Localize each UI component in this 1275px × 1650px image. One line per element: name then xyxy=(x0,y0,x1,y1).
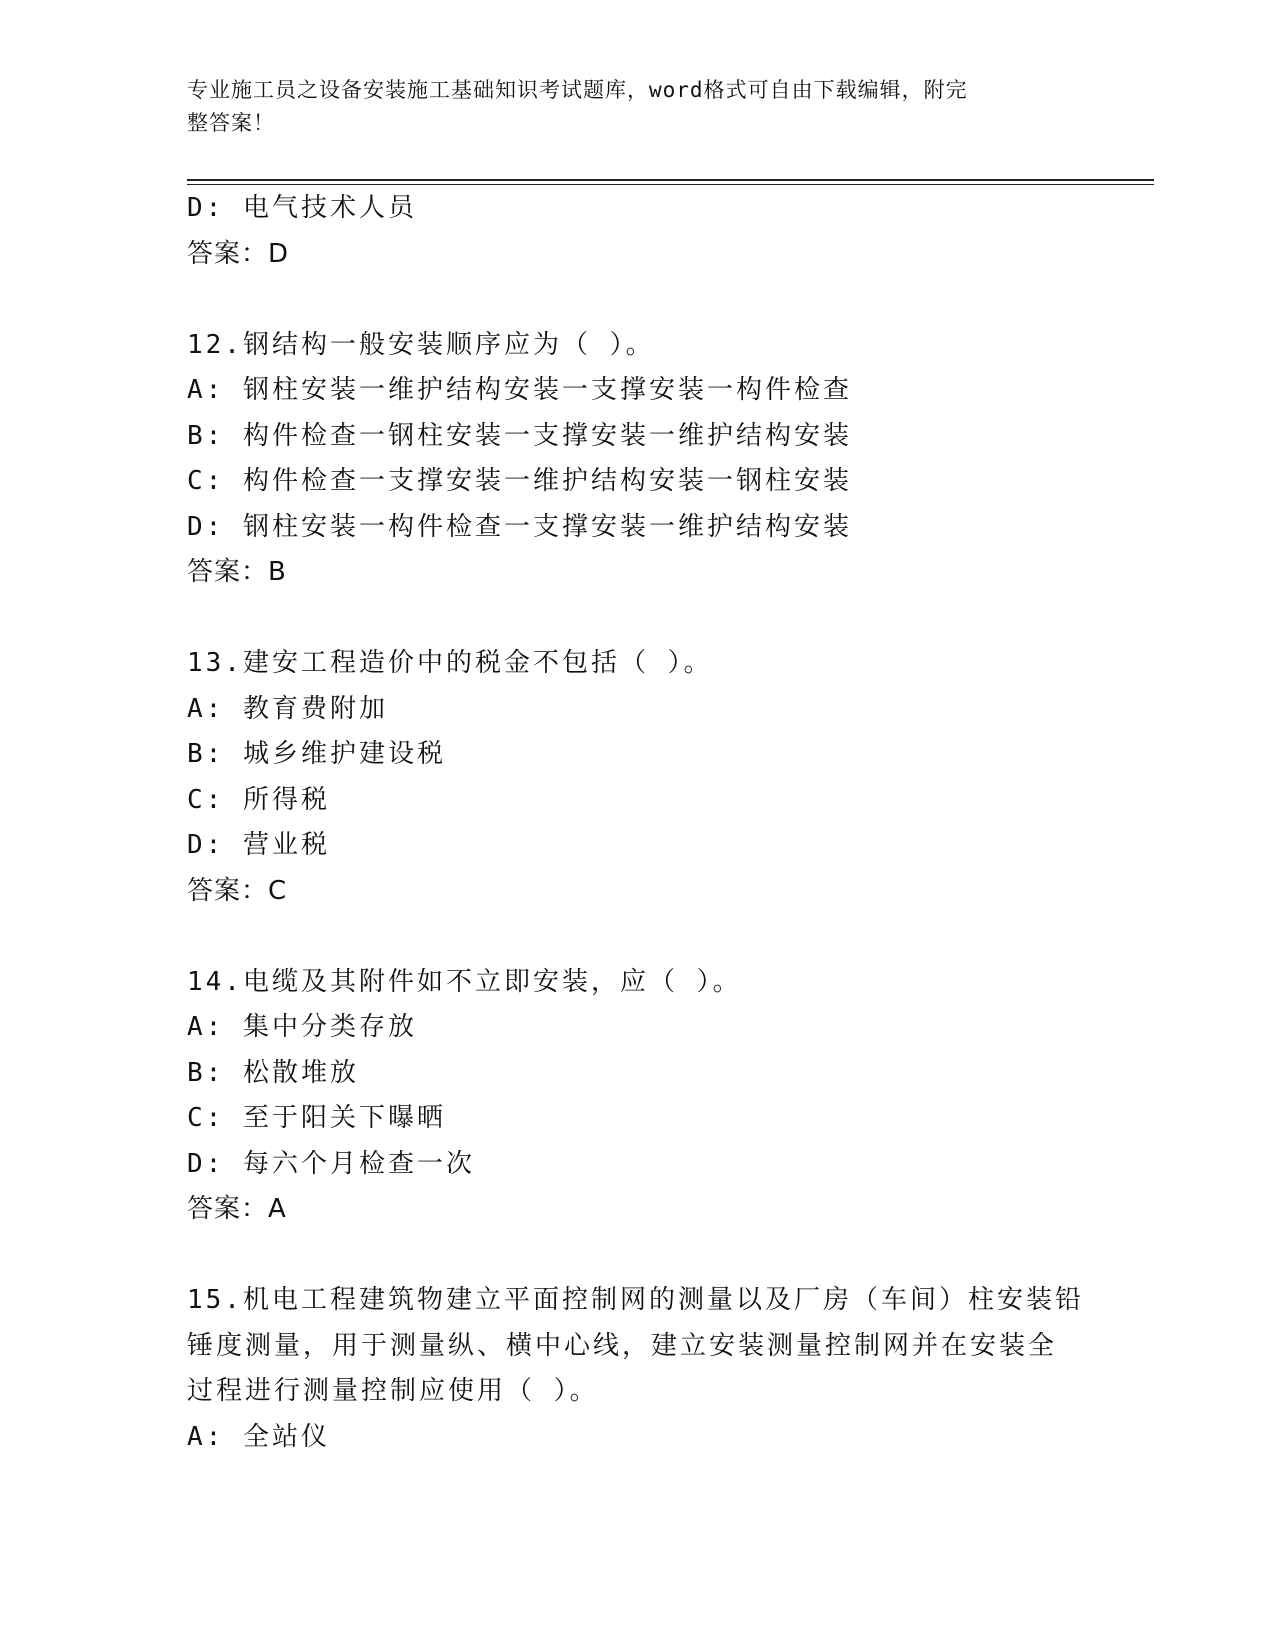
option-a: A: 全站仪 xyxy=(187,1421,330,1452)
header-title-line-2: 整答案！ xyxy=(187,111,275,135)
option-b: B: 构件检查一钢柱安装一支撑安装一维护结构安装 xyxy=(187,420,852,451)
option-c: C: 构件检查一支撑安装一维护结构安装一钢柱安装 xyxy=(187,466,852,496)
option-d: D: 电气技术人员 xyxy=(187,193,417,223)
option-d: D: 钢柱安装一构件检查一支撑安装一维护结构安装 xyxy=(187,511,852,542)
question-spacer xyxy=(187,596,1087,642)
option-c: C: 至于阳关下曝晒 xyxy=(187,1103,446,1133)
document-header xyxy=(187,74,1067,140)
question-text: 12.钢结构一般安装顺序应为（ ）。 xyxy=(187,329,655,360)
question-text-line-1: 15.机电工程建筑物建立平面控制网的测量以及厂房（车间）柱安装铅 xyxy=(187,1285,1084,1315)
question-spacer xyxy=(187,277,1087,323)
question-block-13 xyxy=(187,641,1087,914)
option-d: D: 营业税 xyxy=(187,830,330,860)
header-title-line-1: 专业施工员之设备安装施工基础知识考试题库，word格式可自由下载编辑，附完 xyxy=(187,78,968,102)
answer-line: 答案：B xyxy=(187,557,287,587)
question-text-line-3: 过程进行测量控制应使用（ ）。 xyxy=(187,1376,599,1406)
option-d: D: 每六个月检查一次 xyxy=(187,1148,475,1179)
question-block-14 xyxy=(187,960,1087,1233)
question-text: 13.建安工程造价中的税金不包括（ ）。 xyxy=(187,648,713,678)
question-text-line-2: 锤度测量，用于测量纵、横中心线，建立安装测量控制网并在安装全 xyxy=(187,1330,1058,1361)
question-text: 14.电缆及其附件如不立即安装，应（ ）。 xyxy=(187,966,742,997)
question-block-12 xyxy=(187,323,1087,596)
option-c: C: 所得税 xyxy=(187,784,330,815)
option-a: A: 教育费附加 xyxy=(187,693,388,724)
question-spacer xyxy=(187,1233,1087,1279)
option-b: B: 城乡维护建设税 xyxy=(187,739,446,769)
answer-line: 答案：C xyxy=(187,875,288,906)
question-block-15 xyxy=(187,1278,1087,1460)
option-a: A: 钢柱安装一维护结构安装一支撑安装一构件检查 xyxy=(187,375,852,405)
question-block-prev xyxy=(187,186,1087,277)
option-b: B: 松散堆放 xyxy=(187,1057,359,1088)
question-list xyxy=(187,186,1087,1460)
answer-line: 答案：A xyxy=(187,1194,287,1224)
answer-line: 答案：D xyxy=(187,238,290,269)
option-a: A: 集中分类存放 xyxy=(187,1012,417,1042)
header-divider-thin xyxy=(187,184,1154,185)
question-spacer xyxy=(187,914,1087,960)
header-divider-thick xyxy=(187,179,1154,181)
